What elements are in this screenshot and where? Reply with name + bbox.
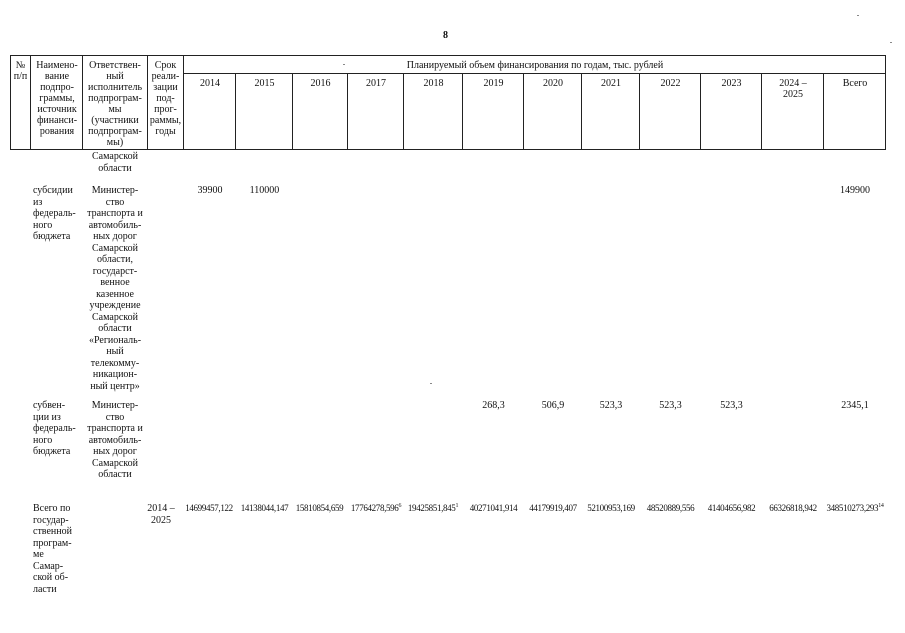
- header-year-2014: 2014: [200, 78, 220, 89]
- row-total-2023: 41404656,982: [707, 503, 756, 513]
- header-year-2018: 2018: [423, 78, 444, 89]
- row-total-2014: 14699457,122: [185, 503, 233, 513]
- header-year-2019: 2019: [483, 78, 504, 89]
- header-year-2017: 2017: [366, 78, 386, 89]
- row-total-2015: 14138044,147: [240, 503, 289, 513]
- row-total-total-footnote: 14: [878, 503, 884, 509]
- row-subsidies-responsible: Министер- ство транспорта и автомобиль- ных дорог Самарской области, государст- венное казенное учреждение Самарской области «Региональ- ный телекомму- никацион- ный центр»: [87, 185, 143, 392]
- row-total-total-value: 348510273,293: [826, 503, 879, 513]
- page-number: 8: [443, 30, 448, 41]
- row-total-2017: [346, 503, 406, 514]
- header-year-2015: 2015: [254, 78, 275, 89]
- row-total-2018-value: 19425851,845: [407, 503, 456, 513]
- row-subventions-responsible: Министер- ство транспорта и автомобиль- ных дорог Самарской области: [87, 400, 143, 480]
- continuation-responsible: Самарской области: [92, 151, 138, 174]
- header-responsible: Ответствен- ный исполнитель подпрограм- мы (участники подпрограм- мы): [87, 60, 143, 148]
- row-total-term: 2014 – 2025: [147, 503, 175, 526]
- row-subsidies-2015: 110000: [249, 185, 280, 196]
- row-total-2018: [403, 503, 463, 514]
- header-year-2021: 2021: [601, 78, 621, 89]
- header-number: № п/п: [13, 60, 28, 82]
- header-funding-title: Планируемый объем финансирования по годам, тыс. рублей: [406, 60, 664, 71]
- row-subventions-2019: 268,3: [482, 400, 505, 411]
- row-total-total: [822, 503, 888, 514]
- row-total-2022: 48520889,556: [646, 503, 695, 513]
- row-total-2017-value: 17764278,596: [350, 503, 399, 513]
- scan-speck: [890, 42, 892, 43]
- row-total-name: Всего по государ- ственной програм- ме Самар- ской об- ласти: [33, 503, 72, 595]
- row-subsidies-name: субсидии из федераль- ного бюджета: [33, 185, 76, 242]
- header-total: Всего: [842, 78, 868, 89]
- row-subventions-2020: 506,9: [541, 400, 565, 411]
- row-total-2016: 15810854,659: [295, 503, 344, 513]
- header-name: Наимено- вание подпро- граммы, источник финанси- рования: [36, 60, 78, 137]
- row-total-2017-footnote: 6: [398, 503, 402, 509]
- row-total-2021: 52100953,169: [587, 503, 635, 513]
- scan-speck: [430, 383, 432, 384]
- row-subsidies-2014: 39900: [197, 185, 223, 196]
- scan-speck: [857, 15, 859, 16]
- header-term: Срок реали- зации под- прог- раммы, годы: [149, 60, 182, 137]
- header-year-2020: 2020: [543, 78, 563, 89]
- header-year-2023: 2023: [721, 78, 742, 89]
- row-subsidies-total: 149900: [840, 185, 870, 196]
- header-year-2016: 2016: [310, 78, 331, 89]
- row-subventions-2023: 523,3: [720, 400, 743, 411]
- row-total-2019: 40271041,914: [469, 503, 518, 513]
- row-subventions-2022: 523,3: [659, 400, 682, 411]
- scan-speck: [343, 64, 345, 65]
- row-total-2024-2025: 66326818,942: [769, 503, 817, 513]
- row-subventions-total: 2345,1: [841, 400, 869, 411]
- row-total-2020: 44179919,407: [529, 503, 577, 513]
- header-year-2024-2025: 2024 – 2025: [779, 78, 807, 100]
- row-subventions-2021: 523,3: [599, 400, 623, 411]
- row-total-2018-footnote: 1: [455, 503, 459, 509]
- header-year-2022: 2022: [660, 78, 681, 89]
- row-subventions-name: субвен- ции из федераль- ного бюджета: [33, 400, 76, 457]
